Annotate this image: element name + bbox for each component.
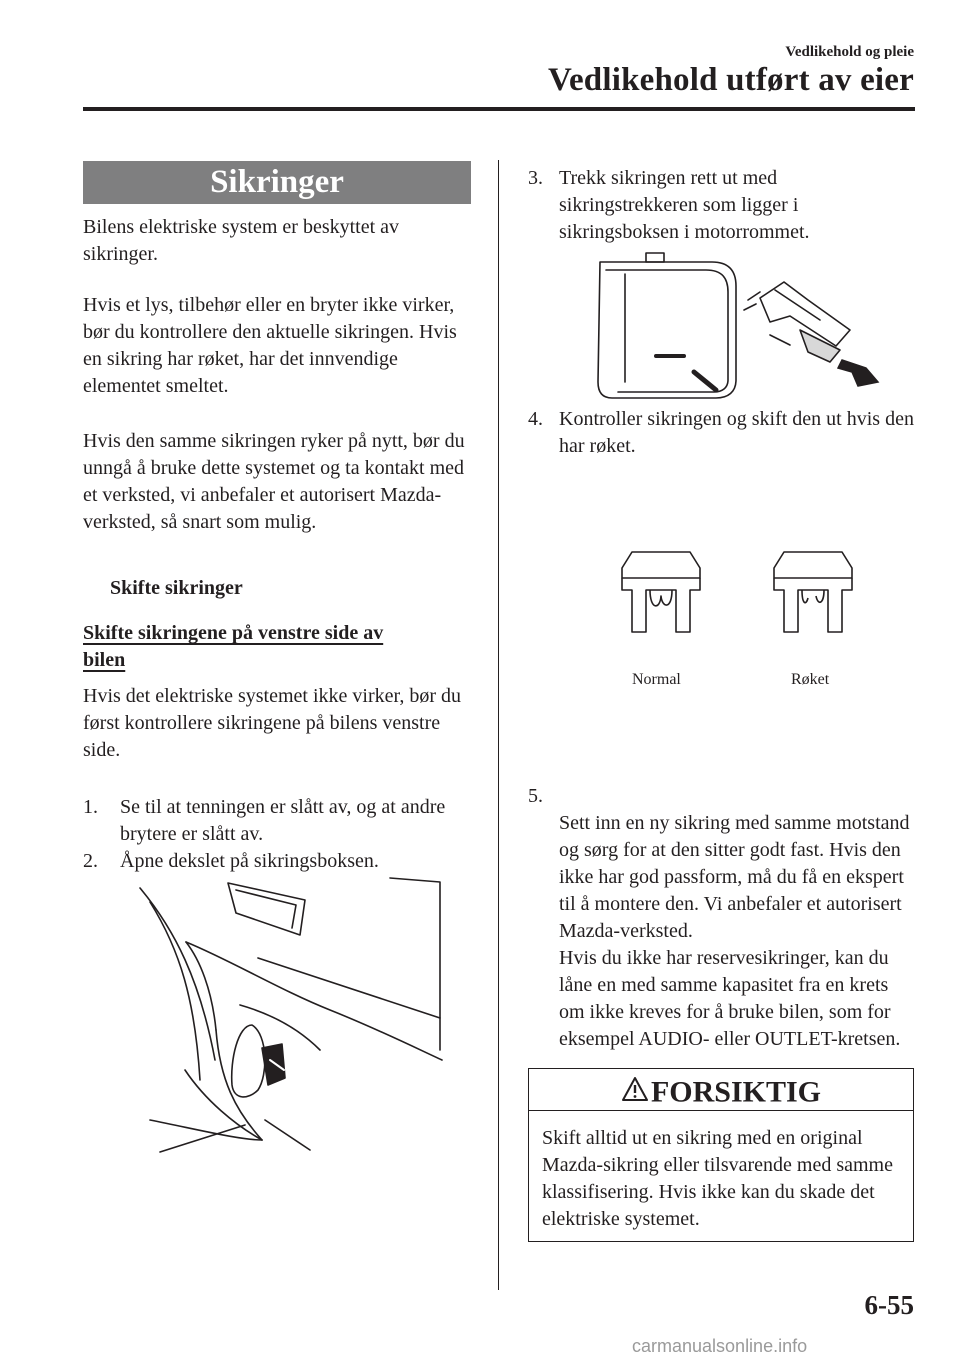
step-number: 5.	[528, 785, 543, 807]
section-banner: Sikringer	[83, 161, 471, 204]
normal-fuse-label: Normal	[632, 671, 681, 688]
step-number: 1.	[83, 796, 98, 818]
step-text: Åpne dekslet på sikringsboksen.	[120, 850, 379, 872]
underlined-heading: Skifte sikringene på venstre side av bilen	[83, 622, 384, 671]
fuse-check-paragraph: Hvis et lys, tilbehør eller en bryter ikke virker, bør du kontrollere den aktuelle sikringen. Hvis en sikring har røket, har det innvendige elementet smeltet.	[83, 294, 457, 397]
warning-triangle-icon	[621, 1072, 649, 1113]
page-title: Vedlikehold utført av eier	[547, 62, 914, 98]
caution-title: FORSIKTIG	[650, 1075, 822, 1109]
subheading: Skifte sikringer	[110, 577, 243, 599]
section-label: Vedlikehold og pleie	[785, 44, 914, 60]
caution-text: Skift alltid ut en sikring med en original Mazda-sikring eller tilsvarende med samme klassifisering. Hvis ikke kan du skade det elektriske systemet.	[542, 1127, 893, 1230]
repeat-failure-paragraph: Hvis den samme sikringen ryker på nytt, bør du unngå å bruke dette systemet og ta kontakt med et verksted, vi anbefaler et autorisert Mazda-verksted, så snart som mulig.	[83, 430, 465, 533]
step-text: Trekk sikringen rett ut med sikringstrekkeren som ligger i sikringsboksen i motorrommet.	[559, 167, 810, 243]
step-text: Kontroller sikringen og skift den ut hvis den har røket.	[559, 408, 914, 457]
step-5	[528, 756, 918, 1080]
step-text: Se til at tenningen er slått av, og at andre brytere er slått av.	[120, 796, 446, 845]
step-number: 2.	[83, 850, 98, 872]
caution-box	[528, 1068, 914, 1242]
watermark: carmanualsonline.info	[632, 1336, 808, 1356]
step-number: 3.	[528, 167, 543, 189]
page-number: 6-55	[864, 1290, 914, 1320]
caution-header	[529, 1069, 913, 1111]
intro-paragraph: Bilens elektriske system er beskyttet av sikringer.	[83, 216, 400, 265]
left-side-paragraph: Hvis det elektriske systemet ikke virker, bør du først kontrollere sikringene på bilens venstre side.	[83, 685, 461, 761]
blown-fuse-label: Røket	[791, 671, 830, 688]
step-number: 4.	[528, 408, 543, 430]
step-text: Sett inn en ny sikring med samme motstand og sørg for at den sitter godt fast. Hvis den ikke har god passform, må du få en ekspert til å montere den. Vi anbefaler et autorisert Mazda-verksted. Hvis du ikke har reservesikringer, kan du låne en med samme kapasitet fra en krets om ikke kreves for å bruke bilen, som for eksempel AUDIO- eller OUTLET-kretsen.	[559, 812, 910, 1050]
